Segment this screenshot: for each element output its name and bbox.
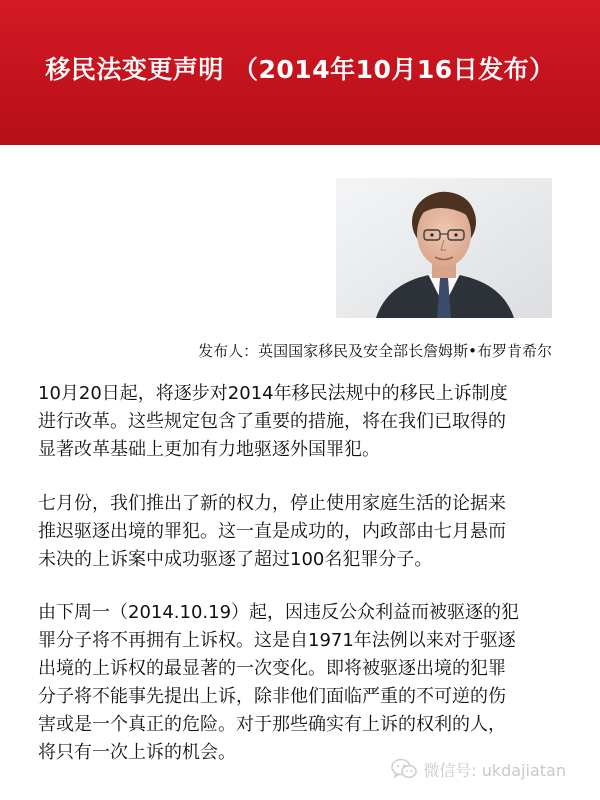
wechat-watermark [391,757,566,781]
wechat-id: 微信号: ukdajiatan [423,760,566,780]
paragraph-line: 七月份，我们推出了新的权力，停止使用家庭生活的论据来 [38,493,506,514]
paragraph-line: 由下周一（2014.10.19）起，因违反公众利益而被驱逐的犯 [38,602,520,623]
paragraph-line: 出境的上诉权的最显著的一次变化。即将被驱逐出境的犯罪 [38,658,506,679]
paragraph-line: 将只有一次上诉的机会。 [38,742,236,763]
paragraph-line: 分子将不能事先提出上诉，除非他们面临严重的不可逆的伤 [38,686,506,707]
paragraph-line: 显著改革基础上更加有力地驱逐外国罪犯。 [38,439,380,460]
wechat-icon [391,758,417,780]
paragraph-1 [38,380,568,464]
paragraph-3 [38,599,568,767]
paragraph-line: 10月20日起，将逐步对2014年移民法规中的移民上诉制度 [38,383,508,404]
photo-caption: 发布人：英国国家移民及安全部长詹姆斯•布罗肯希尔 [198,342,552,360]
page-title: 移民法变更声明 （2014年10月16日发布） [45,55,555,84]
paragraph-line: 推迟驱逐出境的罪犯。这一直是成功的，内政部由七月悬而 [38,521,506,542]
paragraph-2 [38,490,568,574]
portrait-photo [336,178,552,318]
paragraph-line: 进行改革。这些规定包含了重要的措施，将在我们已取得的 [38,411,506,432]
paragraph-line: 害或是一个真正的危险。对于那些确实有上诉的权利的人， [38,714,506,735]
paragraph-line: 未决的上诉案中成功驱逐了超过100名犯罪分子。 [38,549,433,570]
title-banner [0,0,600,145]
paragraph-line: 罪分子将不再拥有上诉权。这是自1971年法例以来对于驱逐 [38,630,516,651]
